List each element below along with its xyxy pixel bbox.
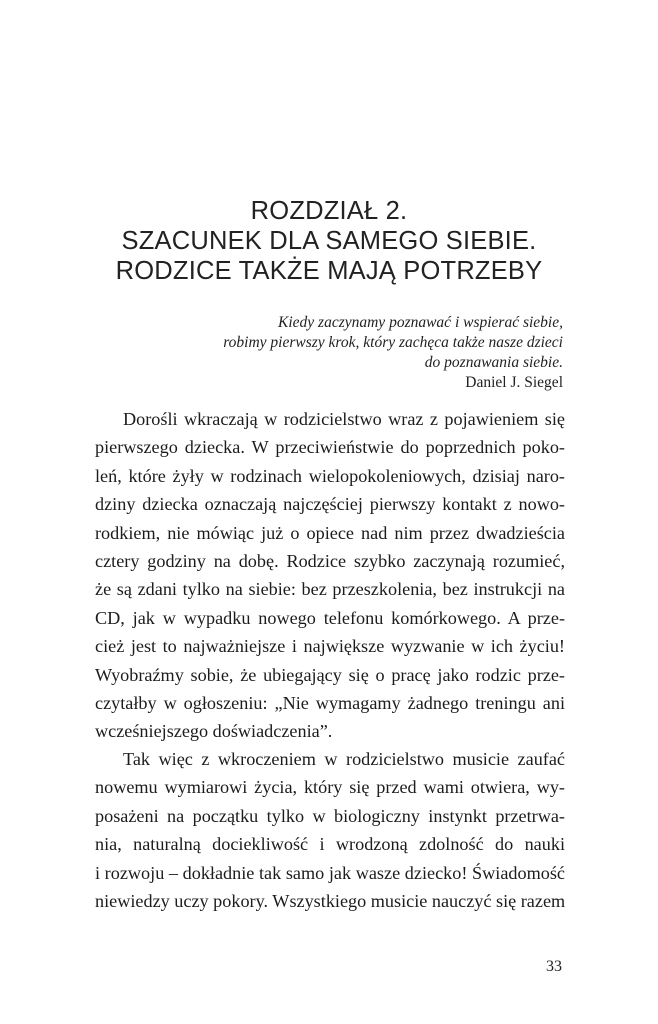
text-line: czytałby w ogłoszeniu: „Nie wymagamy żadnego treningu ani xyxy=(95,692,565,713)
paragraph xyxy=(95,405,565,746)
text-line: cież jest to najważniejsze i największe wyzwanie w ich życiu! xyxy=(95,636,565,657)
text-line: niewiedzy uczy pokory. Wszystkiego musicie nauczyć się razem xyxy=(95,890,566,911)
chapter-title xyxy=(60,196,598,286)
text-line: leń, które żyły w rodzinach wielopokoleniowych, dzisiaj naro- xyxy=(95,465,565,486)
page-number: 33 xyxy=(546,958,562,975)
text-line: cztery godziny na dobę. Rodzice szybko zaczynają rozumieć, xyxy=(95,550,565,571)
epigraph-author: Daniel J. Siegel xyxy=(465,374,563,391)
text-line: posażeni na początku tylko w biologiczny instynkt przetrwa- xyxy=(95,805,565,826)
epigraph-line: robimy pierwszy krok, który zachęca także nasze dzieci xyxy=(223,334,563,351)
text-line: Tak więc z wkroczeniem w rodzicielstwo musicie zaufać xyxy=(123,749,565,769)
text-line: rodkiem, nie mówiąc już o opiece nad nim przez dwadzieścia xyxy=(95,522,565,543)
epigraph xyxy=(123,313,563,393)
text-line: i rozwoju – dokładnie tak samo jak wasze dziecko! Świadomość xyxy=(95,862,565,883)
epigraph-line: do poznawania siebie. xyxy=(424,354,563,371)
text-line: nia, naturalną dociekliwość i wrodzoną zdolność do nauki xyxy=(95,834,565,855)
paragraph xyxy=(95,745,565,915)
text-line: nowemu wymiarowi życia, który się przed wami otwiera, wy- xyxy=(95,777,565,798)
epigraph-line: Kiedy zaczynamy poznawać i wspierać siebie, xyxy=(278,314,563,331)
text-line: CD, jak w wypadku nowego telefonu komórkowego. A prze- xyxy=(95,607,565,628)
chapter-title-line: SZACUNEK DLA SAMEGO SIEBIE. xyxy=(121,227,537,255)
text-line: wcześniejszego doświadczenia”. xyxy=(95,721,333,742)
text-line: Wyobraźmy sobie, że ubiegający się o pracę jako rodzic prze- xyxy=(95,664,565,685)
chapter-title-line: ROZDZIAŁ 2. xyxy=(250,197,408,225)
text-line: Dorośli wkraczają w rodzicielstwo wraz z pojawieniem się xyxy=(123,409,565,429)
text-line: że są zdani tylko na siebie: bez przeszkolenia, bez instrukcji na xyxy=(95,579,565,600)
text-line: pierwszego dziecka. W przeciwieństwie do poprzednich poko- xyxy=(95,437,565,458)
chapter-title-line: RODZICE TAKŻE MAJĄ POTRZEBY xyxy=(115,257,543,285)
text-line: dziny dziecka oznaczają najczęściej pierwszy kontakt z nowo- xyxy=(95,494,565,515)
